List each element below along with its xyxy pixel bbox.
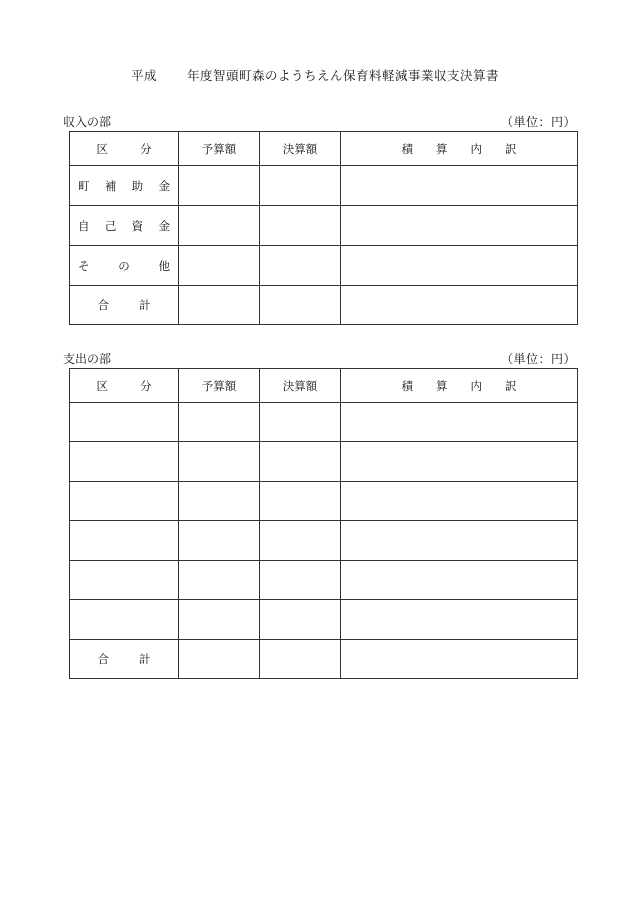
settled-cell[interactable]: [260, 442, 341, 482]
expense-heading: 支出の部: [63, 352, 112, 366]
header-settled: 決算額: [260, 369, 341, 403]
expense-header-row: [70, 369, 578, 403]
budget-cell[interactable]: [179, 482, 260, 521]
expense-total-row: [70, 640, 578, 679]
category-cell[interactable]: [70, 561, 179, 600]
expense-row: [70, 600, 578, 640]
budget-cell[interactable]: [179, 561, 260, 600]
breakdown-cell[interactable]: [341, 403, 578, 442]
breakdown-cell[interactable]: [341, 206, 578, 246]
category-cell[interactable]: [70, 600, 179, 640]
header-category: 区 分: [70, 369, 179, 403]
settled-cell[interactable]: [260, 166, 341, 206]
expense-row: [70, 403, 578, 442]
title-era: 平成: [130, 68, 157, 83]
category-cell[interactable]: [70, 521, 179, 561]
header-budget: 予算額: [179, 132, 260, 166]
income-table: [69, 131, 578, 325]
budget-cell[interactable]: [179, 442, 260, 482]
expense-unit: （単位：円）: [500, 352, 576, 366]
category-cell[interactable]: [70, 403, 179, 442]
settled-cell[interactable]: [260, 403, 341, 442]
income-section-header: [63, 113, 576, 130]
expense-row: [70, 482, 578, 521]
budget-cell[interactable]: [179, 521, 260, 561]
expense-row: [70, 442, 578, 482]
settled-cell[interactable]: [260, 600, 341, 640]
income-total-row: [70, 286, 578, 325]
expense-section-header: [63, 350, 576, 367]
expense-row: [70, 521, 578, 561]
document-title: [0, 66, 630, 84]
settled-cell[interactable]: [260, 521, 341, 561]
settled-cell[interactable]: [260, 246, 341, 286]
total-label: 合 計: [70, 286, 179, 325]
header-budget: 予算額: [179, 369, 260, 403]
header-settled: 決算額: [260, 132, 341, 166]
breakdown-total-cell[interactable]: [341, 286, 578, 325]
category-cell[interactable]: [70, 482, 179, 521]
income-heading: 収入の部: [63, 115, 112, 129]
category-cell[interactable]: [70, 442, 179, 482]
settled-cell[interactable]: [260, 482, 341, 521]
breakdown-cell[interactable]: [341, 442, 578, 482]
settled-total-cell[interactable]: [260, 286, 341, 325]
row-label: 自 己 資 金: [70, 206, 179, 246]
breakdown-cell[interactable]: [341, 600, 578, 640]
row-label: そ の 他: [70, 246, 179, 286]
budget-cell[interactable]: [179, 600, 260, 640]
settled-total-cell[interactable]: [260, 640, 341, 679]
expense-table: [69, 368, 578, 679]
breakdown-total-cell[interactable]: [341, 640, 578, 679]
title-text: 年度智頭町森のようちえん保育料軽減事業収支決算書: [187, 68, 500, 83]
total-label: 合 計: [70, 640, 179, 679]
header-category: 区 分: [70, 132, 179, 166]
breakdown-cell[interactable]: [341, 561, 578, 600]
header-breakdown: 積 算 内 訳: [341, 132, 578, 166]
budget-cell[interactable]: [179, 166, 260, 206]
settled-cell[interactable]: [260, 561, 341, 600]
breakdown-cell[interactable]: [341, 482, 578, 521]
settled-cell[interactable]: [260, 206, 341, 246]
header-breakdown: 積 算 内 訳: [341, 369, 578, 403]
budget-cell[interactable]: [179, 206, 260, 246]
income-unit: （単位：円）: [500, 115, 576, 129]
budget-total-cell[interactable]: [179, 286, 260, 325]
budget-cell[interactable]: [179, 246, 260, 286]
budget-total-cell[interactable]: [179, 640, 260, 679]
income-header-row: [70, 132, 578, 166]
breakdown-cell[interactable]: [341, 246, 578, 286]
income-row: [70, 246, 578, 286]
breakdown-cell[interactable]: [341, 521, 578, 561]
income-row: [70, 206, 578, 246]
expense-row: [70, 561, 578, 600]
breakdown-cell[interactable]: [341, 166, 578, 206]
income-row: [70, 166, 578, 206]
budget-cell[interactable]: [179, 403, 260, 442]
row-label: 町 補 助 金: [70, 166, 179, 206]
